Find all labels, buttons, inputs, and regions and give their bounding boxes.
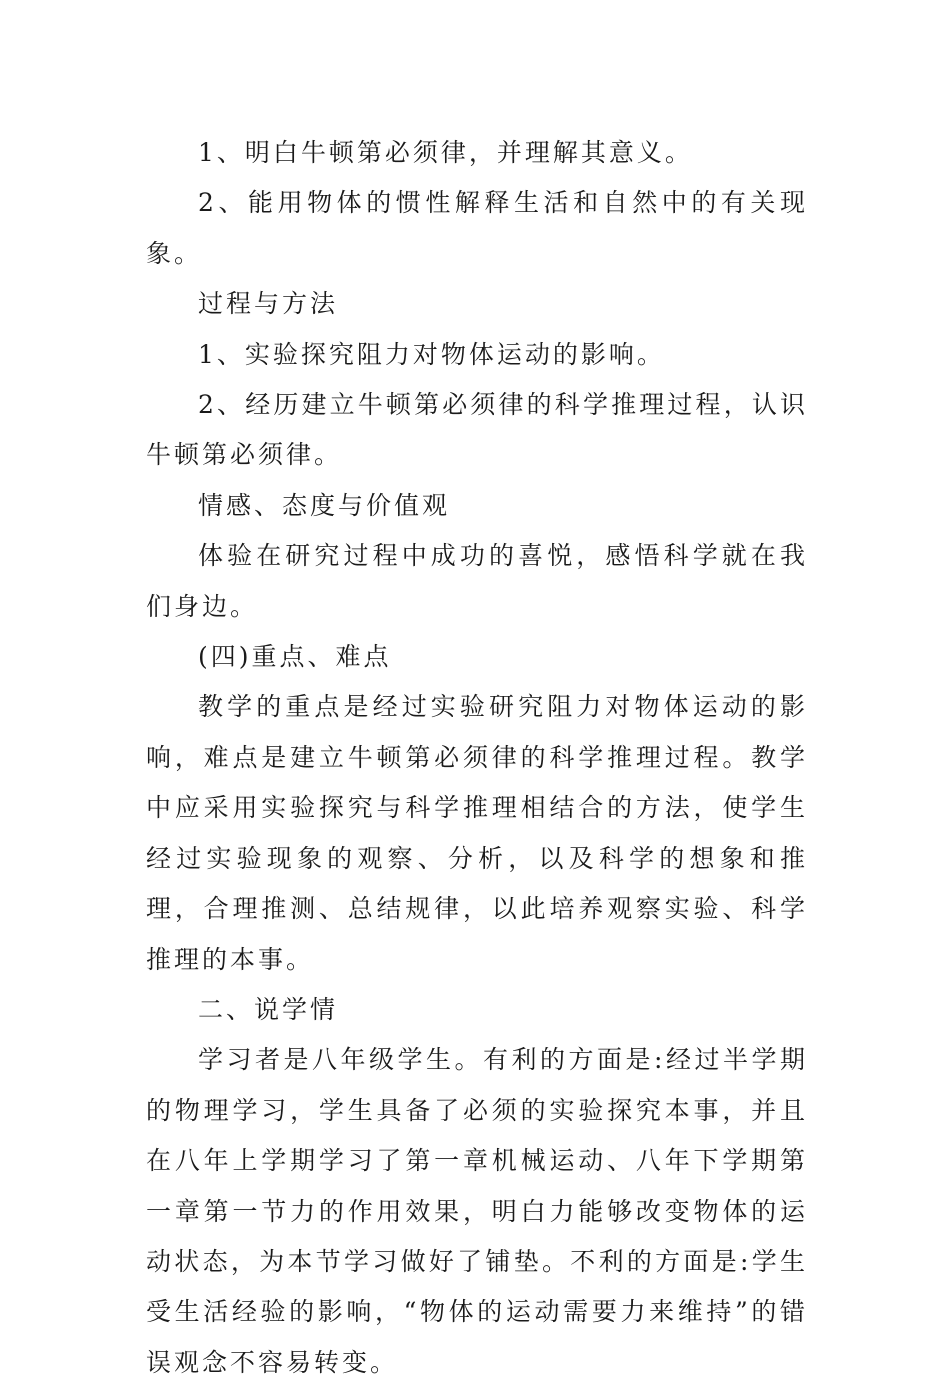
paragraph-student-analysis: 学习者是八年级学生。有利的方面是:经过半学期的物理学习，学生具备了必须的实验探究本事，并且在八年上学期学习了第一章机械运动、八年下学期第一章第一节力的作用效果，明白力能够改变物体的运动状态，为本节学习做好了铺垫。不利的方面是:学生受生活经验的影响，“物体的运动需要力来维持”的错误观念不容易转变。 [146,1045,808,1377]
heading-emotion-values: 情感、态度与价值观 [198,490,451,520]
heading-key-points: (四)重点、难点 [198,642,392,672]
paragraph-emotion: 体验在研究过程中成功的喜悦，感悟科学就在我们身边。 [146,541,808,621]
paragraph-process-1: 1、实验探究阻力对物体运动的影响。 [198,339,665,369]
paragraph-objective-1: 1、明白牛顿第必须律，并理解其意义。 [198,138,693,167]
paragraph-process-2: 2、经历建立牛顿第必须律的科学推理过程，认识牛顿第必须律。 [146,390,808,470]
paragraph-key-points: 教学的重点是经过实验研究阻力对物体运动的影响，难点是建立牛顿第必须律的科学推理过程。教学中应采用实验探究与科学推理相结合的方法，使学生经过实验现象的观察、分析，以及科学的想象和推理，合理推测、总结规律，以此培养观察实验、科学推理的本事。 [146,692,808,974]
heading-student-analysis: 二、说学情 [198,994,339,1024]
document-body [146,128,808,1388]
heading-process-method: 过程与方法 [198,289,339,319]
paragraph-objective-2: 2、能用物体的惯性解释生活和自然中的有关现象。 [146,188,808,268]
